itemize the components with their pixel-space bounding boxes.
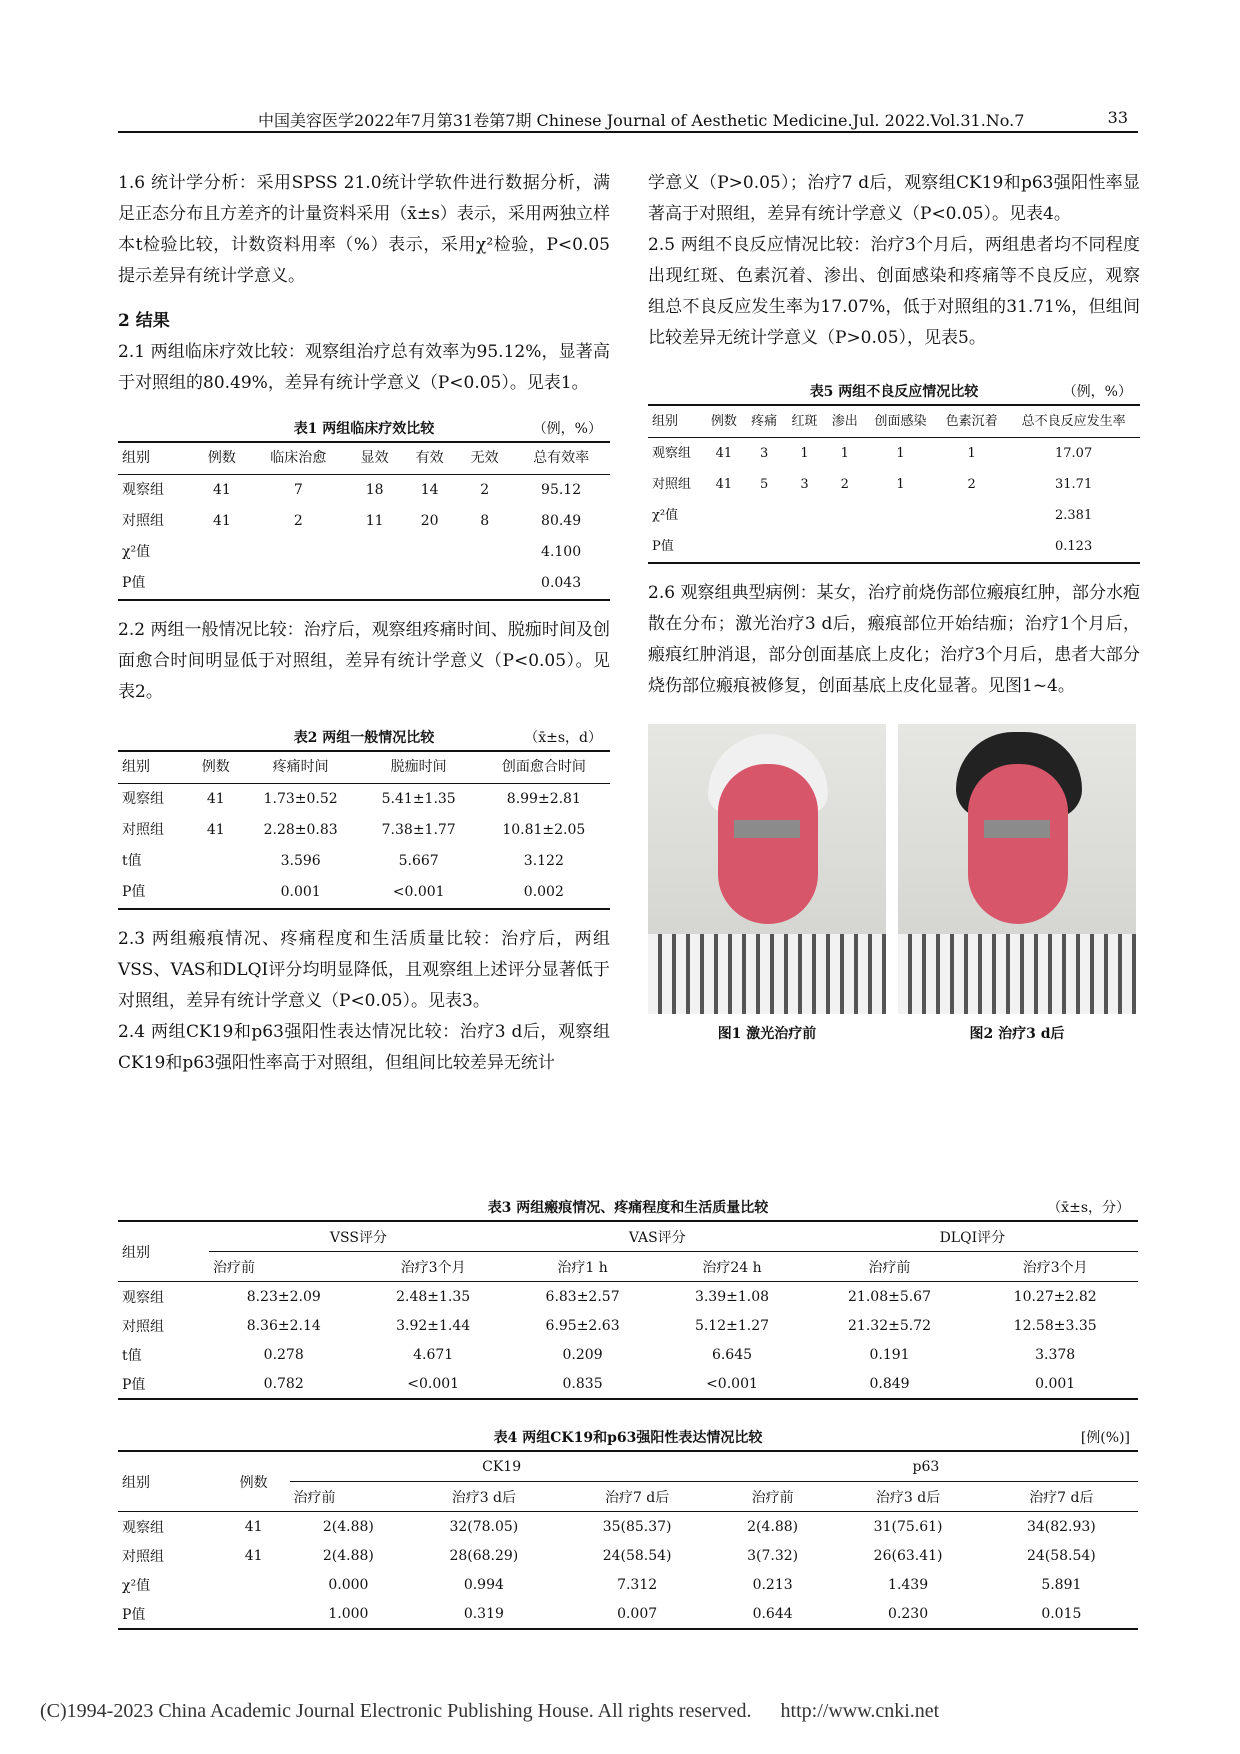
table-cell: χ²值 xyxy=(122,1577,151,1594)
table-row xyxy=(118,568,610,600)
table-row xyxy=(118,1311,1138,1340)
table-cell: 12.58±3.35 xyxy=(1013,1317,1097,1334)
table-cell: 5.891 xyxy=(1041,1576,1082,1593)
para-2-4: 2.4 两组CK19和p63强阳性表达情况比较：治疗3 d后，观察组CK19和p63强阳性率高于对照组，但组间比较差异无统计 xyxy=(118,1022,610,1073)
face-shape xyxy=(968,764,1068,924)
table-row xyxy=(118,1599,1138,1629)
table5-caption xyxy=(648,380,1140,404)
table-cell: 观察组 xyxy=(122,1519,164,1536)
running-header xyxy=(118,104,1138,132)
table2-header-cell: 组别 xyxy=(122,759,150,775)
table-cell: 6.645 xyxy=(711,1346,753,1363)
footer-url[interactable]: http://www.cnki.net xyxy=(780,1700,940,1722)
table-cell: 5.667 xyxy=(398,853,439,869)
face-shape xyxy=(718,764,818,924)
table-cell: 1 xyxy=(800,446,809,461)
table-cell: 3.39±1.08 xyxy=(694,1288,770,1305)
table-cell: 对照组 xyxy=(652,477,692,492)
table2-header-cell: 创面愈合时间 xyxy=(501,759,586,775)
table-cell: 1.439 xyxy=(888,1576,929,1593)
table-cell xyxy=(218,1599,290,1629)
table-row xyxy=(118,815,610,846)
table1-header-cell: 显效 xyxy=(360,450,389,466)
table-cell: 8.36±2.14 xyxy=(246,1317,321,1334)
page-number: 33 xyxy=(1107,108,1128,127)
table4-header-cell: 治疗7 d后 xyxy=(604,1489,670,1506)
table-cell: P值 xyxy=(122,1606,146,1623)
table-cell: 1.000 xyxy=(328,1605,369,1622)
left-column xyxy=(118,168,610,1079)
table-cell xyxy=(784,531,824,563)
table1-header-cell: 总有效率 xyxy=(533,450,590,466)
table-cell: 24(58.54) xyxy=(1026,1547,1096,1564)
table-cell xyxy=(190,877,242,909)
table2-body xyxy=(118,784,610,910)
table-cell: 2.381 xyxy=(1055,508,1093,523)
table-row xyxy=(648,469,1140,500)
eye-mosaic xyxy=(984,820,1050,838)
table-cell: 7.312 xyxy=(617,1576,658,1593)
table-cell: 2.28±0.83 xyxy=(263,822,338,838)
para-2-6: 2.6 观察组典型病例：某女，治疗前烧伤部位瘢痕红肿，部分水疱散在分布；激光治疗3 d后，瘢痕部位开始结痂；治疗1个月后，瘢痕红肿消退，部分创面基底上皮化；治疗3个月后，患者大部分烧伤部位瘢痕被修复，创面基底上皮化显著。见图1~4。 xyxy=(648,583,1140,696)
table-cell: 41 xyxy=(244,1547,263,1564)
table-row xyxy=(118,1340,1138,1369)
table-cell xyxy=(457,537,512,568)
table-cell: 41 xyxy=(244,1518,263,1535)
table-cell: 31.71 xyxy=(1055,477,1093,492)
table4-header-cell: 治疗前 xyxy=(751,1489,794,1506)
table-row xyxy=(118,1541,1138,1570)
table1-caption xyxy=(118,417,610,441)
table-cell: 5.41±1.35 xyxy=(381,791,456,807)
table-cell: 17.07 xyxy=(1055,446,1093,461)
table3-group-vss: VSS评分 xyxy=(209,1221,508,1252)
table-row xyxy=(118,506,610,537)
table-cell: 5 xyxy=(760,477,769,492)
table1-title: 表1 两组临床疗效比较 xyxy=(293,421,435,437)
table-cell: 观察组 xyxy=(652,446,692,461)
table5-header-cell: 组别 xyxy=(652,414,679,429)
table-cell xyxy=(936,500,1007,531)
table-cell xyxy=(825,531,865,563)
table4-header-cell: 治疗3 d后 xyxy=(451,1489,517,1506)
table-cell xyxy=(457,568,512,600)
table4-caption xyxy=(118,1426,1138,1450)
table-cell: 0.213 xyxy=(752,1576,793,1593)
table-cell: 2.48±1.35 xyxy=(396,1288,471,1305)
table3-group-dlqi: DLQI评分 xyxy=(807,1221,1138,1252)
table-cell xyxy=(190,846,242,877)
table-cell: 5.12±1.27 xyxy=(694,1317,770,1334)
table2-caption xyxy=(118,726,610,750)
table-cell xyxy=(784,500,824,531)
table-cell: 2 xyxy=(293,513,303,529)
table1-unit: （例，%） xyxy=(532,421,602,437)
table1-header-cell: 临床治愈 xyxy=(270,450,327,466)
table3-group-vas: VAS评分 xyxy=(508,1221,807,1252)
table-cell: 80.49 xyxy=(541,513,582,529)
table1-header-cell: 例数 xyxy=(207,450,236,466)
table1-header-cell: 有效 xyxy=(415,450,444,466)
table-cell xyxy=(825,500,865,531)
table-cell: 3 xyxy=(760,446,769,461)
table4-group-label: 组别 xyxy=(118,1451,218,1512)
table-row xyxy=(118,537,610,568)
table-cell: 0.001 xyxy=(280,884,321,900)
table-cell: <0.001 xyxy=(392,884,445,900)
table-cell: 0.002 xyxy=(523,884,564,900)
table-cell: 0.001 xyxy=(1035,1375,1076,1392)
table3-header-cell: 治疗前 xyxy=(213,1259,256,1276)
table3-header-cell: 治疗3个月 xyxy=(400,1259,466,1276)
table-cell: 21.08±5.67 xyxy=(848,1288,931,1305)
table2 xyxy=(118,750,610,910)
table-cell: 26(63.41) xyxy=(873,1547,943,1564)
table-cell: 0.191 xyxy=(869,1346,910,1363)
table-cell: χ²值 xyxy=(652,508,679,523)
table-row xyxy=(648,531,1140,563)
table-cell: 0.782 xyxy=(263,1375,304,1392)
eye-mosaic xyxy=(734,820,800,838)
table-cell: 28(68.29) xyxy=(449,1547,519,1564)
table-cell: 0.849 xyxy=(869,1375,910,1392)
table4-unit: [例(%)] xyxy=(1080,1430,1130,1446)
table-cell: 0.015 xyxy=(1041,1605,1082,1622)
table-cell: 观察组 xyxy=(122,1289,164,1306)
table-cell xyxy=(865,500,936,531)
table-cell: 1 xyxy=(967,446,976,461)
table-cell: 3(7.32) xyxy=(747,1547,799,1564)
table-cell xyxy=(744,500,784,531)
table-cell: 32(78.05) xyxy=(449,1518,519,1535)
table4-title: 表4 两组CK19和p63强阳性表达情况比较 xyxy=(493,1430,763,1446)
table3-unit: （x̄±s，分） xyxy=(1047,1200,1130,1216)
table-cell: 0.644 xyxy=(752,1605,793,1622)
table3-block xyxy=(118,1196,1138,1400)
table-row xyxy=(118,784,610,816)
table-cell: 0.123 xyxy=(1055,539,1093,554)
section-heading-results: 2 结果 xyxy=(118,311,170,331)
table-cell: 3.122 xyxy=(523,853,564,869)
table1-header-cell: 组别 xyxy=(122,450,150,466)
table4-group-p63: p63 xyxy=(714,1451,1138,1482)
table-cell xyxy=(744,531,784,563)
table-cell xyxy=(936,531,1007,563)
table1-body xyxy=(118,475,610,601)
table-cell: 20 xyxy=(420,513,439,529)
table4 xyxy=(118,1450,1138,1630)
table-cell xyxy=(218,1570,290,1599)
table-cell: 2(4.88) xyxy=(322,1518,374,1535)
figure2-caption: 图2 治疗3 d后 xyxy=(969,1026,1065,1042)
table-cell: <0.001 xyxy=(407,1375,460,1392)
table-cell: 18 xyxy=(365,482,384,498)
table2-header-cell: 疼痛时间 xyxy=(272,759,329,775)
table5-header-cell: 渗出 xyxy=(831,414,858,429)
table-row xyxy=(648,500,1140,531)
table-cell xyxy=(402,537,457,568)
table-cell: 31(75.61) xyxy=(873,1518,943,1535)
table-cell: 0.007 xyxy=(617,1605,658,1622)
table-cell xyxy=(194,537,249,568)
table1-header-cell: 无效 xyxy=(470,450,499,466)
table-cell xyxy=(249,568,347,600)
table-cell: 4.100 xyxy=(541,544,582,560)
table2-header-cell: 脱痂时间 xyxy=(390,759,447,775)
table5-header-cell: 总不良反应发生率 xyxy=(1021,414,1126,429)
table-cell: 1 xyxy=(896,477,905,492)
table-cell xyxy=(194,568,249,600)
table-cell: 14 xyxy=(420,482,439,498)
table-row xyxy=(118,1512,1138,1542)
table5-header-row xyxy=(648,405,1140,438)
para-2-2: 2.2 两组一般情况比较：治疗后，观察组疼痛时间、脱痂时间及创面愈合时间明显低于对照组，差异有统计学意义（P<0.05）。见表2。 xyxy=(118,620,610,702)
table-row xyxy=(118,1282,1138,1312)
table-cell: 1 xyxy=(896,446,905,461)
table-cell: 2(4.88) xyxy=(747,1518,799,1535)
footer-copyright: (C)1994-2023 China Academic Journal Electronic Publishing House. All rights reserved. xyxy=(40,1700,752,1722)
table-cell: 2(4.88) xyxy=(322,1547,374,1564)
table4-header-cell: 治疗7 d后 xyxy=(1029,1489,1094,1506)
table3-group-label: 组别 xyxy=(118,1221,209,1282)
table-cell: 8.99±2.81 xyxy=(506,791,581,807)
table4-group-row xyxy=(118,1451,1138,1482)
table-row xyxy=(118,846,610,877)
table2-title: 表2 两组一般情况比较 xyxy=(293,730,435,746)
table-cell: P值 xyxy=(652,539,674,554)
header-rule xyxy=(118,131,1138,133)
table-cell: 7 xyxy=(293,482,303,498)
table-cell xyxy=(865,531,936,563)
table-cell: 对照组 xyxy=(122,1318,164,1335)
table1-header-row xyxy=(118,442,610,475)
table-cell: 41 xyxy=(206,791,225,807)
table-cell: 0.230 xyxy=(888,1605,929,1622)
table-cell: 4.671 xyxy=(413,1346,454,1363)
table-row xyxy=(118,877,610,909)
table-cell: 41 xyxy=(715,446,733,461)
table-cell: P值 xyxy=(122,1376,146,1393)
table-cell xyxy=(249,537,347,568)
table-cell: P值 xyxy=(122,884,146,900)
table5-header-cell: 例数 xyxy=(710,414,737,429)
table3-group-row xyxy=(118,1221,1138,1252)
table-cell xyxy=(402,568,457,600)
table3-header-cell: 治疗前 xyxy=(868,1259,911,1276)
table-cell: 10.27±2.82 xyxy=(1013,1288,1097,1305)
table-cell: 0.000 xyxy=(328,1576,369,1593)
table-cell: 24(58.54) xyxy=(602,1547,672,1564)
table-cell: 11 xyxy=(365,513,384,529)
table3-header-cell: 治疗1 h xyxy=(557,1259,608,1276)
figure-photos xyxy=(648,724,1140,1042)
table-cell: 观察组 xyxy=(122,482,164,498)
table-row xyxy=(648,438,1140,470)
table-row xyxy=(118,1369,1138,1399)
table-cell: 对照组 xyxy=(122,822,164,838)
table-cell: 0.043 xyxy=(541,575,582,591)
table3-body xyxy=(118,1282,1138,1400)
para-2-1: 2.1 两组临床疗效比较：观察组治疗总有效率为95.12%，显著高于对照组的80.49%，差异有统计学意义（P<0.05）。见表1。 xyxy=(118,342,610,393)
table-cell: 41 xyxy=(212,513,231,529)
table-cell: t值 xyxy=(122,853,142,869)
table-cell: 41 xyxy=(206,822,225,838)
table-cell: 3.378 xyxy=(1035,1346,1076,1363)
table-cell: 2 xyxy=(840,477,849,492)
table5-header-cell: 红斑 xyxy=(791,414,818,429)
table5-body xyxy=(648,438,1140,564)
table-cell: 41 xyxy=(212,482,231,498)
table3-caption xyxy=(118,1196,1138,1220)
table-cell: 3 xyxy=(800,477,809,492)
table-cell: 3.596 xyxy=(280,853,321,869)
table-cell: 95.12 xyxy=(541,482,582,498)
table4-header-cell: 治疗3 d后 xyxy=(875,1489,941,1506)
table-cell xyxy=(704,500,744,531)
para-2-4-cont: 学意义（P>0.05）；治疗7 d后，观察组CK19和p63强阳性率显著高于对照组，差异有统计学意义（P<0.05）。见表4。 xyxy=(648,173,1140,224)
table5-header-cell: 色素沉着 xyxy=(945,414,998,429)
shirt-stripes xyxy=(898,934,1136,1014)
table3-header-cell: 治疗24 h xyxy=(702,1259,762,1276)
table-cell: 41 xyxy=(715,477,733,492)
table-cell: 3.92±1.44 xyxy=(396,1317,471,1334)
shirt-stripes xyxy=(648,934,886,1014)
para-1-6: 1.6 统计学分析：采用SPSS 21.0统计学软件进行数据分析，满足正态分布且方差齐的计量资料采用（x̄±s）表示，采用两独立样本t检验比较，计数资料用率（%）表示，采用χ²检验，P<0.05提示差异有统计学意义。 xyxy=(118,173,610,286)
table5-unit: （例，%） xyxy=(1062,384,1132,400)
table-cell: 8 xyxy=(480,513,490,529)
table-cell xyxy=(347,568,402,600)
table-cell: 2 xyxy=(480,482,490,498)
table3 xyxy=(118,1220,1138,1400)
table-cell: 6.83±2.57 xyxy=(545,1288,620,1305)
table2-unit: （x̄±s，d） xyxy=(524,730,602,746)
para-2-3: 2.3 两组瘢痕情况、疼痛程度和生活质量比较：治疗后，两组VSS、VAS和DLQI评分均明显降低，且观察组上述评分显著低于对照组，差异有统计学意义（P<0.05）。见表3。 xyxy=(118,929,610,1011)
table3-subheader-row xyxy=(118,1252,1138,1282)
table-cell: 0.994 xyxy=(463,1576,504,1593)
table3-header-cell: 治疗3个月 xyxy=(1022,1259,1088,1276)
journal-title: 中国美容医学2022年7月第31卷第7期 Chinese Journal of Aesthetic Medicine.Jul. 2022.Vol.31.No.7 xyxy=(258,111,1025,130)
table-cell: χ²值 xyxy=(122,544,151,560)
table4-block xyxy=(118,1426,1138,1630)
footer xyxy=(40,1700,963,1723)
figure2-photo xyxy=(898,724,1136,1014)
table-cell: 10.81±2.05 xyxy=(502,822,586,838)
table4-header-cell: 治疗前 xyxy=(293,1489,336,1506)
table4-n-label: 例数 xyxy=(218,1451,290,1512)
table-cell: P值 xyxy=(122,575,146,591)
figure1-photo xyxy=(648,724,886,1014)
table-cell: 2 xyxy=(967,477,976,492)
figure1-caption: 图1 激光治疗前 xyxy=(717,1026,817,1042)
table-cell: 35(85.37) xyxy=(602,1518,672,1535)
table2-header-cell: 例数 xyxy=(201,759,230,775)
para-2-5: 2.5 两组不良反应情况比较：治疗3个月后，两组患者均不同程度出现红斑、色素沉着、渗出、创面感染和疼痛等不良反应，观察组总不良反应发生率为17.07%，低于对照组的31.71%，但组间比较差异无统计学意义（P>0.05），见表5。 xyxy=(648,235,1141,348)
table-cell: 21.32±5.72 xyxy=(848,1317,931,1334)
table-cell: 0.835 xyxy=(562,1375,603,1392)
table2-header-row xyxy=(118,751,610,784)
right-column xyxy=(648,168,1140,1042)
table-cell: 6.95±2.63 xyxy=(545,1317,620,1334)
table-cell: 0.278 xyxy=(263,1346,304,1363)
table-cell: 1 xyxy=(840,446,849,461)
table-cell: 1.73±0.52 xyxy=(263,791,338,807)
table4-body xyxy=(118,1512,1138,1630)
table3-title: 表3 两组瘢痕情况、疼痛程度和生活质量比较 xyxy=(487,1200,769,1216)
table5-title: 表5 两组不良反应情况比较 xyxy=(809,384,979,400)
table4-group-ck19: CK19 xyxy=(290,1451,714,1482)
table5-header-cell: 疼痛 xyxy=(751,414,778,429)
table1 xyxy=(118,441,610,601)
table-cell xyxy=(347,537,402,568)
table5-header-cell: 创面感染 xyxy=(874,414,927,429)
table-cell: 观察组 xyxy=(122,791,164,807)
table-cell: 对照组 xyxy=(122,513,164,529)
table-cell: t值 xyxy=(122,1347,142,1364)
table-cell xyxy=(704,531,744,563)
table-row xyxy=(118,475,610,507)
table-cell: 7.38±1.77 xyxy=(381,822,456,838)
table-cell: 0.209 xyxy=(562,1346,603,1363)
table-row xyxy=(118,1570,1138,1599)
table-cell: 0.319 xyxy=(463,1605,504,1622)
table-cell: <0.001 xyxy=(706,1375,758,1392)
table-cell: 34(82.93) xyxy=(1026,1518,1096,1535)
table-cell: 对照组 xyxy=(122,1548,164,1565)
table5 xyxy=(648,404,1140,564)
table-cell: 8.23±2.09 xyxy=(246,1288,321,1305)
